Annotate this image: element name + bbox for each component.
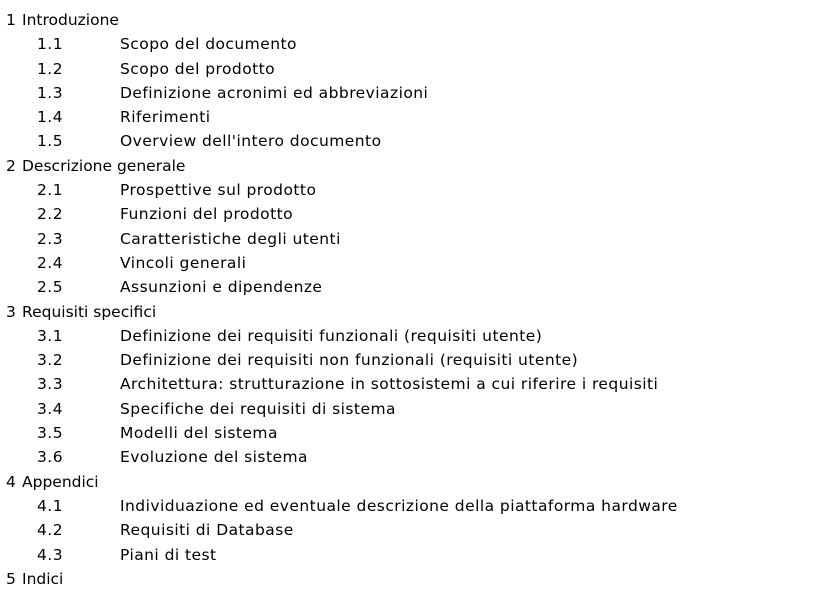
item-title: Overview dell'intero documento — [120, 132, 382, 151]
item-title: Funzioni del prodotto — [120, 205, 294, 224]
toc-item — [6, 57, 812, 81]
item-number: 2.5 — [37, 278, 64, 297]
item-number: 1.1 — [37, 35, 64, 54]
toc-item — [6, 543, 812, 567]
section-number: 1 — [6, 11, 16, 29]
section-title: Indici — [22, 569, 64, 588]
toc-item — [6, 275, 812, 299]
toc-item — [6, 129, 812, 153]
toc-item — [6, 445, 812, 469]
toc-item — [6, 324, 812, 348]
item-number: 2.2 — [37, 205, 64, 224]
item-number: 1.4 — [37, 108, 64, 127]
item-number: 3.6 — [37, 448, 64, 467]
toc-section — [6, 567, 812, 591]
toc-item — [6, 494, 812, 518]
item-title: Definizione acronimi ed abbreviazioni — [120, 83, 429, 102]
section-heading — [6, 300, 812, 324]
item-number: 4.2 — [37, 521, 64, 540]
section-heading — [6, 567, 812, 591]
item-number: 2.3 — [37, 229, 64, 248]
section-heading — [6, 470, 812, 494]
toc-item — [6, 105, 812, 129]
item-title: Requisiti di Database — [120, 521, 294, 540]
item-title: Specifiche dei requisiti di sistema — [120, 399, 396, 418]
item-title: Vincoli generali — [120, 253, 247, 272]
item-number: 1.5 — [37, 132, 64, 151]
item-title: Piani di test — [120, 545, 217, 564]
item-number: 3.4 — [37, 399, 64, 418]
toc-item — [6, 421, 812, 445]
toc-item — [6, 397, 812, 421]
section-number: 3 — [6, 302, 16, 321]
toc-section — [6, 8, 812, 154]
item-title: Scopo del prodotto — [120, 59, 276, 78]
item-number: 3.2 — [37, 351, 64, 370]
table-of-contents — [6, 8, 812, 591]
item-number: 2.4 — [37, 253, 64, 272]
section-number: 2 — [6, 156, 16, 175]
toc-item — [6, 251, 812, 275]
toc-item — [6, 178, 812, 202]
toc-item — [6, 81, 812, 105]
section-title: Appendici — [22, 472, 99, 491]
item-title: Individuazione ed eventuale descrizione della piattaforma hardware — [120, 496, 678, 515]
toc-section — [6, 470, 812, 567]
toc-item — [6, 227, 812, 251]
item-title: Definizione dei requisiti non funzionali (requisiti utente) — [120, 351, 579, 370]
toc-item — [6, 32, 812, 56]
item-title: Prospettive sul prodotto — [120, 181, 317, 200]
item-number: 1.3 — [37, 83, 64, 102]
item-number: 4.1 — [37, 496, 64, 515]
item-number: 1.2 — [37, 59, 64, 78]
section-heading — [6, 8, 812, 32]
section-title: Introduzione — [22, 11, 119, 29]
toc-item — [6, 202, 812, 226]
toc-section — [6, 154, 812, 300]
item-title: Scopo del documento — [120, 35, 297, 54]
section-number: 5 — [6, 569, 16, 588]
toc-item — [6, 372, 812, 396]
section-heading — [6, 154, 812, 178]
item-title: Riferimenti — [120, 108, 211, 127]
toc-section — [6, 300, 812, 470]
item-title: Definizione dei requisiti funzionali (requisiti utente) — [120, 326, 543, 345]
item-title: Evoluzione del sistema — [120, 448, 308, 467]
item-title: Architettura: strutturazione in sottosistemi a cui riferire i requisiti — [120, 375, 659, 394]
item-title: Modelli del sistema — [120, 424, 278, 443]
section-title: Requisiti specifici — [22, 302, 157, 321]
item-number: 2.1 — [37, 181, 64, 200]
item-number: 3.5 — [37, 424, 64, 443]
toc-item — [6, 518, 812, 542]
item-number: 4.3 — [37, 545, 64, 564]
toc-item — [6, 348, 812, 372]
item-number: 3.1 — [37, 326, 64, 345]
section-number: 4 — [6, 472, 16, 491]
item-title: Caratteristiche degli utenti — [120, 229, 341, 248]
item-number: 3.3 — [37, 375, 64, 394]
item-title: Assunzioni e dipendenze — [120, 278, 323, 297]
section-title: Descrizione generale — [22, 156, 186, 175]
